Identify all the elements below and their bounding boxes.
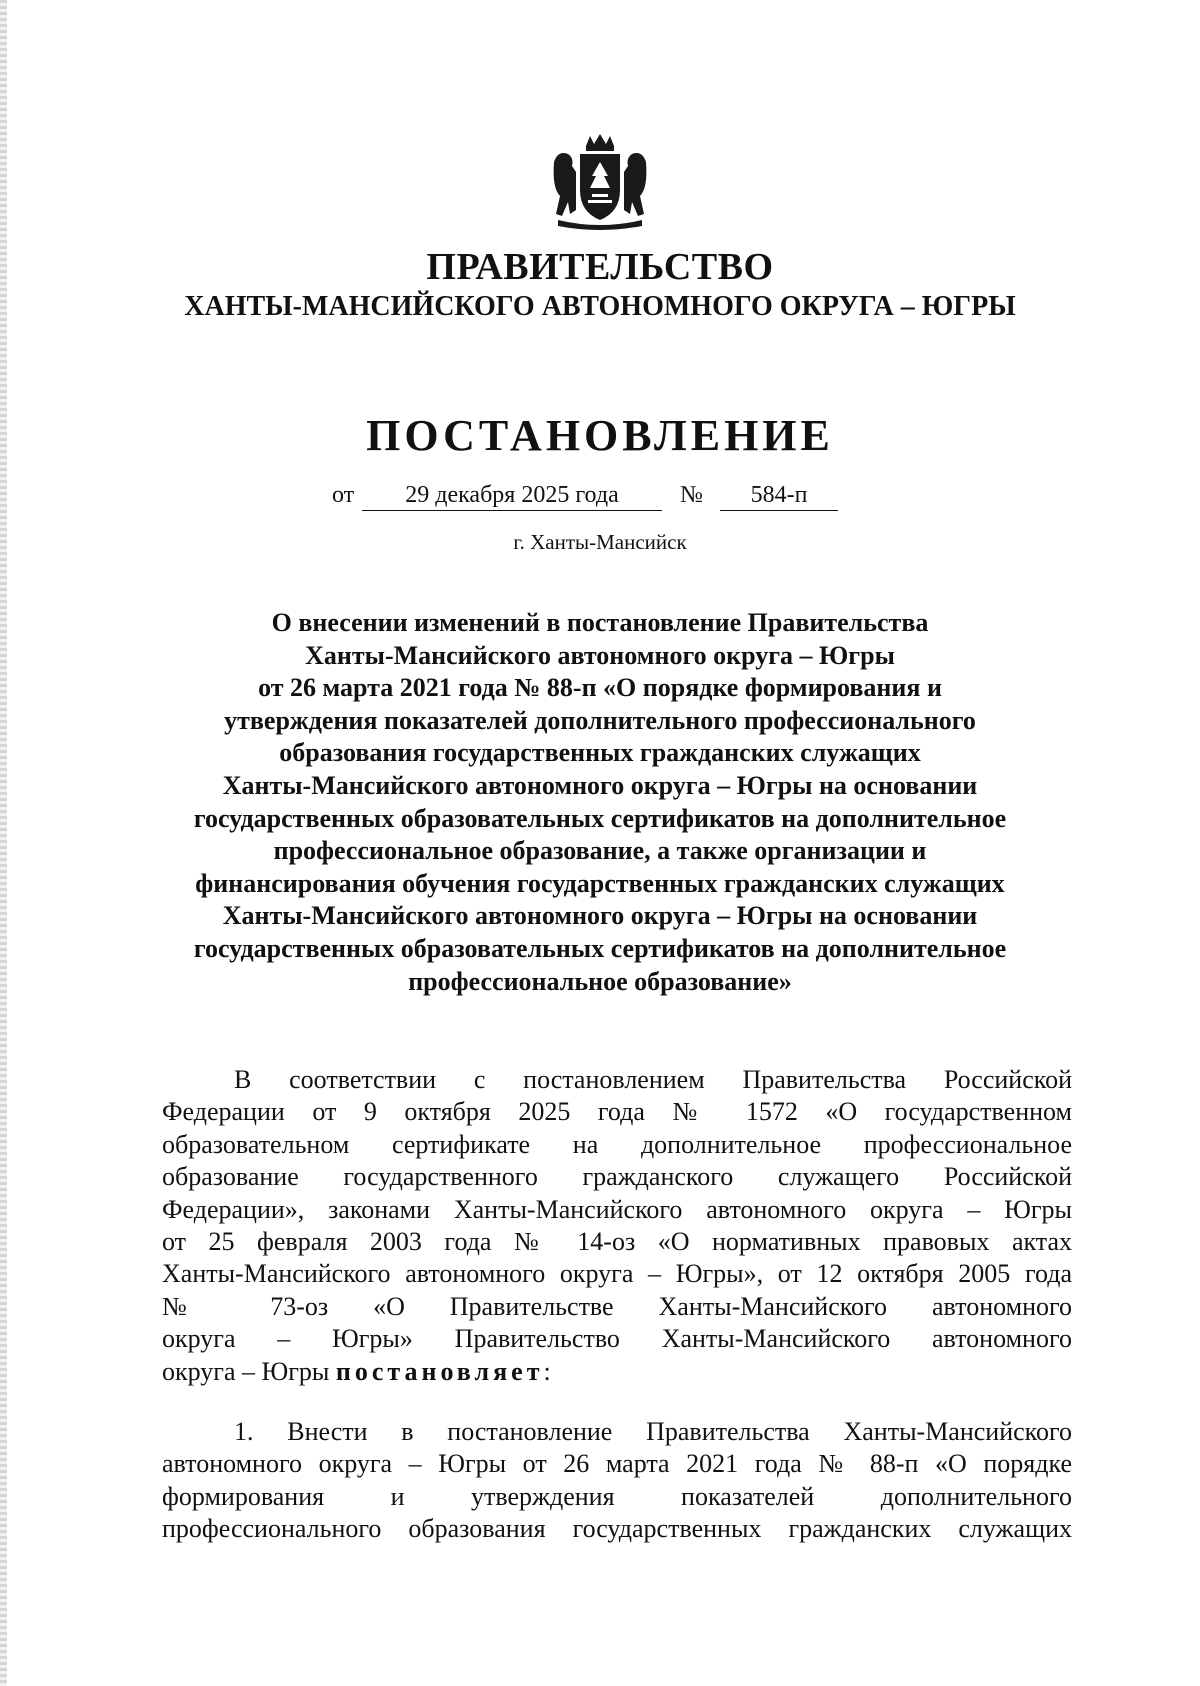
preamble-line: Федерации», законами Ханты-Мансийского автономного округа – Югры — [162, 1194, 1072, 1224]
preamble-line: В соответствии с постановлением Правительства Российской — [234, 1065, 1072, 1094]
preamble-line: № 73-оз «О Правительстве Ханты-Мансийского автономного — [162, 1291, 1072, 1321]
item-1-paragraph — [162, 1416, 1072, 1546]
preamble-line: Ханты-Мансийского автономного округа – Югры», от 12 октября 2005 года — [162, 1259, 1072, 1289]
region-title: ХАНТЫ-МАНСИЙСКОГО АВТОНОМНОГО ОКРУГА – ЮГРЫ — [184, 291, 1016, 322]
preamble-line: от 25 февраля 2003 года № 14-оз «О нормативных правовых актах — [162, 1227, 1072, 1257]
heading-line: образования государственных гражданских служащих — [279, 738, 921, 768]
heading-line: О внесении изменений в постановление Правительства — [271, 608, 929, 637]
heading-line: профессиональное образование» — [408, 966, 792, 996]
number-prefix: № — [680, 482, 703, 508]
item-1-line: формирования и утверждения показателей дополнительного — [162, 1481, 1072, 1511]
document-type: ПОСТАНОВЛЕНИЕ — [366, 411, 834, 460]
date-number-line — [332, 480, 872, 516]
document-date: 29 декабря 2025 года — [362, 480, 662, 511]
heading-line: профессиональное образование, а также организации и — [273, 836, 927, 866]
preamble-line: Федерации от 9 октября 2025 года № 1572 «О государственном — [162, 1097, 1072, 1127]
preamble-end-text: округа – Югры — [162, 1356, 336, 1386]
document-number: 584-п — [720, 480, 838, 511]
date-prefix: от — [332, 482, 355, 508]
document-heading — [150, 607, 1050, 998]
heading-line: финансирования обучения государственных гражданских служащих — [195, 868, 1005, 898]
preamble-line: образовательном сертификате на дополнительное профессиональное — [162, 1129, 1072, 1159]
preamble-end-colon: : — [543, 1356, 551, 1386]
heading-line: утверждения показателей дополнительного профессионального — [224, 705, 976, 735]
preamble-line: образование государственного гражданского служащего Российской — [162, 1162, 1072, 1192]
heading-line: государственных образовательных сертификатов на дополнительное — [193, 933, 1007, 963]
heading-line: Ханты-Мансийского автономного округа – Югры на основании — [222, 901, 978, 931]
preamble-final-line — [162, 1356, 1072, 1388]
heading-line: от 26 марта 2021 года № 88-п «О порядке формирования и — [258, 673, 942, 703]
city: г. Ханты-Мансийск — [513, 530, 687, 554]
government-title: ПРАВИТЕЛЬСТВО — [426, 246, 774, 288]
item-1-line: профессионального образования государственных гражданских служащих — [162, 1514, 1072, 1544]
coat-of-arms-icon — [548, 132, 652, 232]
decree-word: постановляет — [335, 1356, 544, 1386]
preamble-line: округа – Югры» Правительство Ханты-Мансийского автономного — [162, 1324, 1072, 1354]
heading-line: Ханты-Мансийского автономного округа – Югры — [305, 640, 895, 670]
item-1-line: 1. Внести в постановление Правительства Ханты-Мансийского — [234, 1417, 1072, 1446]
item-1-line: автономного округа – Югры от 26 марта 2021 года № 88-п «О порядке — [162, 1449, 1072, 1479]
heading-line: Ханты-Мансийского автономного округа – Югры на основании — [222, 770, 978, 800]
preamble-paragraph — [162, 1064, 1072, 1388]
heading-line: государственных образовательных сертификатов на дополнительное — [193, 803, 1007, 833]
